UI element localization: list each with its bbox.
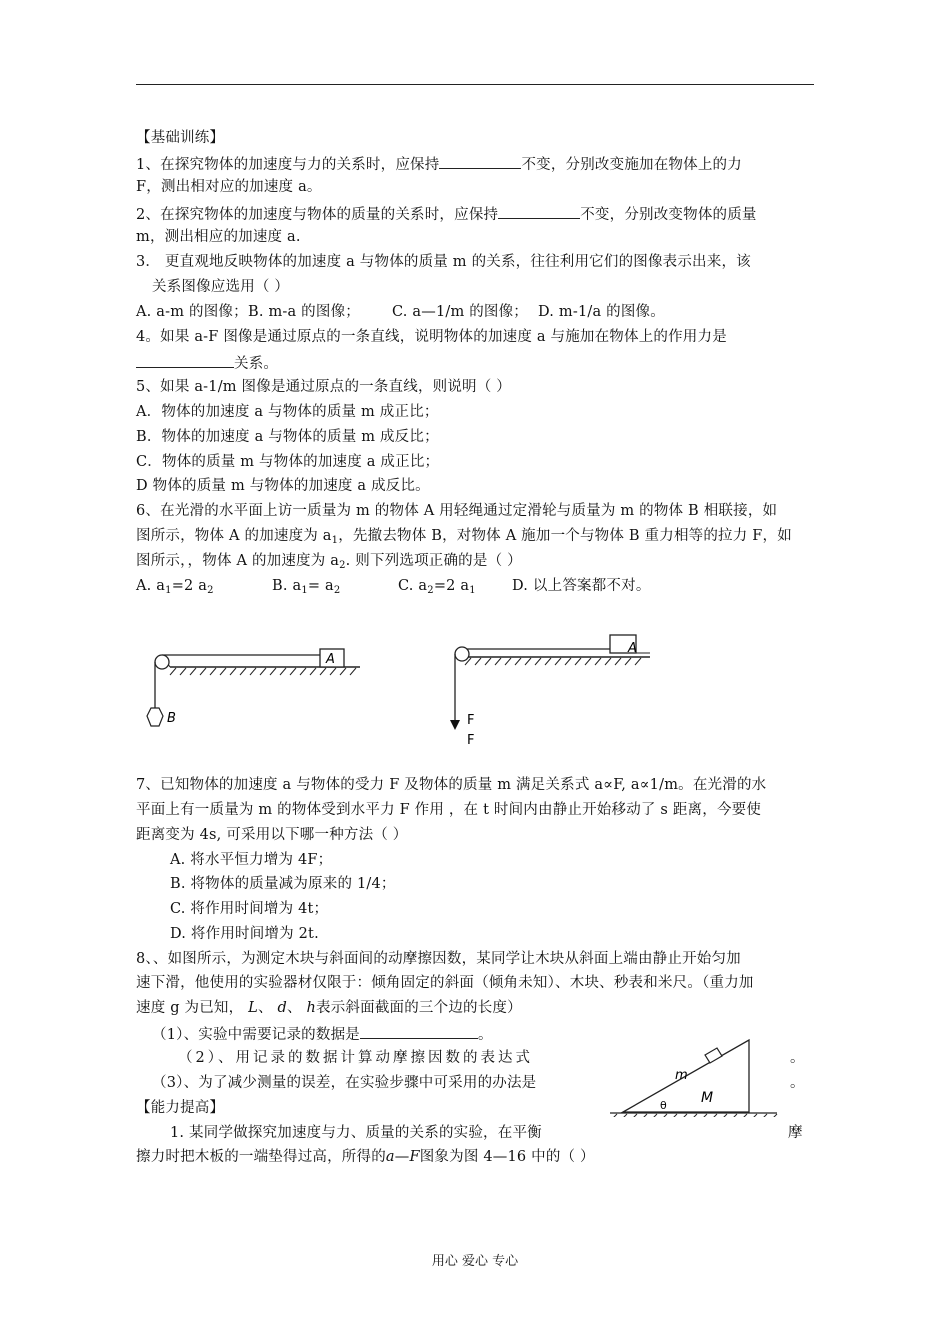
question-4-line-2: 关系。 <box>136 352 278 374</box>
section-title-basic: 【基础训练】 <box>136 130 225 146</box>
pulley-icon <box>155 655 169 669</box>
q3-option-d: D. m-1/a 的图像。 <box>538 304 665 320</box>
question-2-line-2: m，测出相应的加速度 a. <box>136 229 301 245</box>
q3-option-a: A. a-m 的图像； <box>136 304 248 320</box>
q5-option-c: C．物体的质量 m 与物体的加速度 a 成正比； <box>136 454 440 470</box>
answer-blank-8-1[interactable] <box>360 1023 478 1039</box>
q6-option-b: B. $a_1= a_2$ <box>272 578 341 596</box>
block-a-label: A <box>628 641 637 656</box>
answer-blank-1[interactable] <box>439 153 521 169</box>
question-7-line-3: 距离变为 4s, 可采用以下哪一种方法（ ） <box>136 827 408 843</box>
question-6-line-2: 图所示，物体 A 的加速度为 $a_1$，先撤去物体 B，对物体 A 施加一个与物体 B 重力相等的拉力 F，如 <box>136 528 792 546</box>
question-7-line-2: 平面上有一质量为 m 的物体受到水平力 F 作用 ，在 t 时间内由静止开始移动了 s 距离，今要使 <box>136 802 762 818</box>
pulley-icon <box>455 647 469 661</box>
question-8-sub-2-end: 。 <box>790 1050 805 1066</box>
question-4-line-1: 4。如果 a-F 图像是通过原点的一条直线，说明物体的加速度 a 与施加在物体上的作用力是 <box>136 329 727 345</box>
question-8-sub-3-end: 。 <box>790 1075 805 1091</box>
q7-option-c: C. 将作用时间增为 4t； <box>170 901 329 917</box>
question-1-line-1: 1、在探究物体的加速度与力的关系时，应保持 不变，分别改变施加在物体上的力 <box>136 153 742 175</box>
q7-option-a: A. 将水平恒力增为 4F； <box>170 852 333 868</box>
section-title-advanced: 【能力提高】 <box>136 1100 225 1116</box>
advanced-1-line-2: 擦力时把木板的一端垫得过高，所得的a—F图象为图 4—16 中的（ ） <box>136 1149 595 1165</box>
q5-option-d: D 物体的质量 m 与物体的加速度 a 成反比。 <box>136 478 430 494</box>
question-3-line-2: 关系图像应选用（ ） <box>152 279 290 295</box>
q7-option-b: B. 将物体的质量减为原来的 1/4； <box>170 876 396 892</box>
force-label-1: F <box>467 713 475 728</box>
question-8-sub-2: （2）、用记录的数据计算动摩擦因数的表达式 <box>178 1050 533 1066</box>
question-6-line-1: 6、在光滑的水平面上访一质量为 m 的物体 A 用轻绳通过定滑轮与质量为 m 的物体 B 相联接，如 <box>136 503 778 519</box>
label-M: M <box>701 1090 714 1106</box>
figure-incline <box>605 1035 785 1117</box>
question-1-line-2: F，测出相对应的加速度 a。 <box>136 179 322 195</box>
q3-option-c: C. a—1/m 的图像； <box>392 304 529 320</box>
force-label-2: F <box>467 733 475 748</box>
question-7-line-1: 7、已知物体的加速度 a 与物体的受力 F 及物体的质量 m 满足关系式 a∝F, a∝1/m。在光滑的水 <box>136 777 767 793</box>
q6-option-a: A. $a_1=2$ $a_2$ <box>136 578 214 596</box>
label-m: m <box>675 1068 688 1083</box>
advanced-1-line-1-end: 摩 <box>788 1125 803 1141</box>
question-5-stem: 5、如果 a-1/m 图像是通过原点的一条直线，则说明（ ） <box>136 379 511 395</box>
figure-pulley-force <box>445 630 660 750</box>
header-rule <box>136 84 814 85</box>
question-6-line-3: 图所示，，物体 A 的加速度为 $a_2$. 则下列选项正确的是（ ） <box>136 553 522 571</box>
force-arrow-icon <box>450 720 460 730</box>
question-8-sub-1: （1）、实验中需要记录的数据是 。 <box>152 1023 493 1045</box>
question-3-line-1: 3． 更直观地反映物体的加速度 a 与物体的质量 m 的关系，往往利用它们的图像表示出来，该 <box>136 254 751 270</box>
question-6-options <box>136 576 651 601</box>
block-b <box>147 708 163 726</box>
q6-option-c: C. $a_2=2$ $a_1$ <box>398 578 476 596</box>
q3-option-b: B. m-a 的图像； <box>248 304 360 320</box>
figure-pulley-hanging-block <box>140 640 370 740</box>
block-b-label: B <box>167 711 176 726</box>
question-8-line-2: 速下滑，他使用的实验器材仅限于：倾角固定的斜面（倾角未知）、木块、秒表和米尺。（重力加 <box>136 975 754 991</box>
q5-option-a: A．物体的加速度 a 与物体的质量 m 成正比； <box>136 404 439 420</box>
question-8-sub-3: （3）、为了减少测量的误差，在实验步骤中可采用的办法是 <box>152 1075 537 1091</box>
q6-option-d: D. 以上答案都不对。 <box>512 578 651 594</box>
page-footer: 用心 爱心 专心 <box>431 1254 519 1269</box>
advanced-1-line-1: 1. 某同学做探究加速度与力、质量的关系的实验，在平衡 <box>170 1125 542 1141</box>
label-theta: θ <box>660 1099 667 1112</box>
question-8-line-3: 速度 g 为已知， L、 d、 h表示斜面截面的三个边的长度） <box>136 1000 522 1016</box>
answer-blank-4[interactable] <box>136 352 234 368</box>
block-a-label: A <box>326 652 335 667</box>
q5-option-b: B．物体的加速度 a 与物体的质量 m 成反比； <box>136 429 439 445</box>
question-2-line-1: 2、在探究物体的加速度与物体的质量的关系时，应保持 不变，分别改变物体的质量 <box>136 203 757 225</box>
q7-option-d: D. 将作用时间增为 2t. <box>170 926 319 942</box>
question-3-options <box>136 302 665 322</box>
answer-blank-2[interactable] <box>498 203 580 219</box>
question-8-line-1: 8、、如图所示，为测定木块与斜面间的动摩擦因数，某同学让木块从斜面上端由静止开始匀加 <box>136 951 741 967</box>
